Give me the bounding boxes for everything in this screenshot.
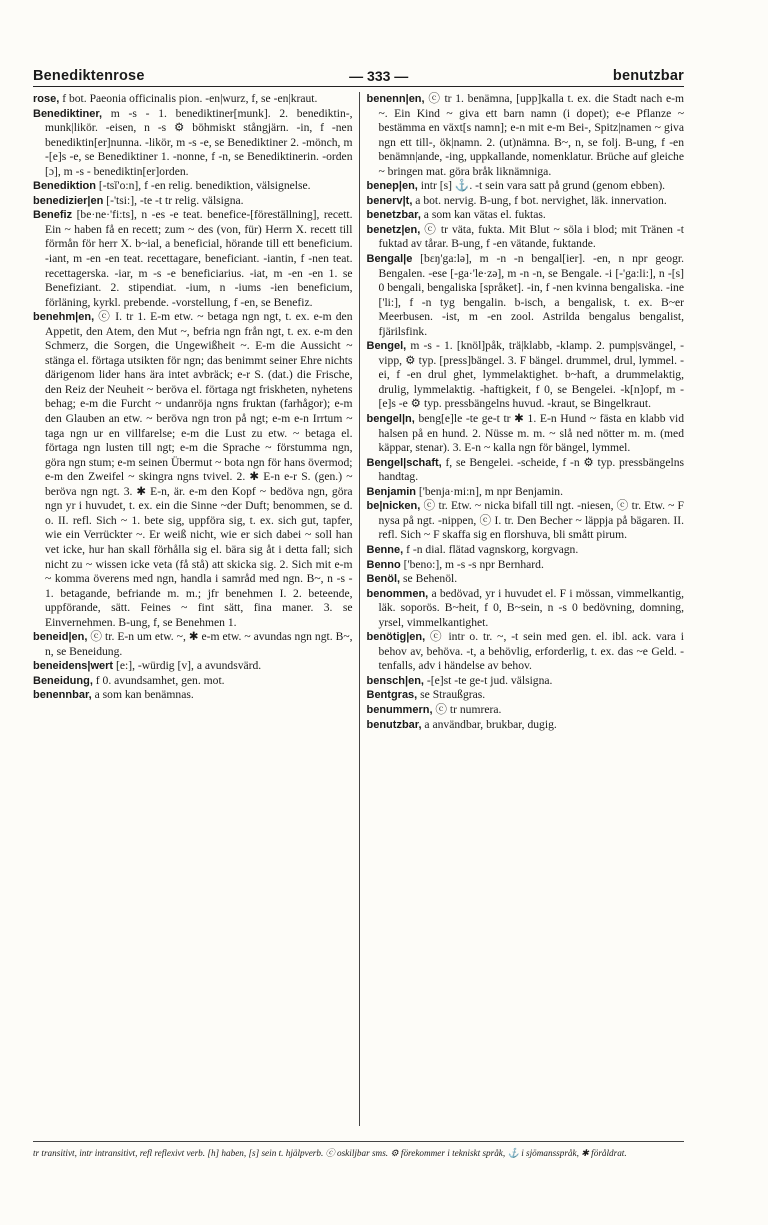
entry-headword: beneid|en, bbox=[33, 631, 88, 644]
entry-definition: -[e]st -te ge-t jud. välsigna. bbox=[423, 673, 553, 687]
entry-definition: ⓒ tr numrera. bbox=[432, 702, 502, 716]
entry-definition: [-'tsi:], -te -t tr relig. välsigna. bbox=[103, 193, 244, 207]
entry-headword: Benno bbox=[366, 558, 401, 571]
dictionary-entry bbox=[367, 688, 685, 703]
entry-definition: f, se Bengelei. -scheide, f -n ⚙ typ. pressbängelns handtag. bbox=[378, 455, 684, 484]
entry-definition: ⓒ intr o. tr. ~, -t sein med gen. el. ibl. ack. vara i behov av, behöva. -t, a behövlig, erforderlig, t. ex. das ~e Geld. -tenfalls, adv i händelse av behov. bbox=[378, 630, 684, 673]
dictionary-entry bbox=[367, 499, 685, 543]
dictionary-entry bbox=[367, 718, 685, 733]
entry-headword: benep|en, bbox=[366, 180, 418, 193]
entry-definition: [e:], -würdig [v], a avundsvärd. bbox=[113, 659, 262, 673]
entry-headword: benehm|en, bbox=[33, 311, 95, 324]
entry-definition: a som kan benämnas. bbox=[91, 688, 194, 702]
entry-headword: benenn|en, bbox=[366, 93, 425, 105]
dictionary-entry bbox=[367, 572, 685, 587]
dictionary-entry bbox=[367, 339, 685, 412]
entry-definition: a användbar, brukbar, dugig. bbox=[421, 717, 557, 731]
entry-definition: ⓒ tr 1. benämna, [upp]kalla t. ex. die Stadt nach e-m ~. Ein Kind ~ giva ett barn namn (i dopet); e-e Pflanze ~ bestämma en växt[s namn]; e-n mit e-m Bei-, Spitz|namen ~ giva ngn ett till-, ök|namn. 2. (ut)nämna. B~, n, se folj. B-ung, f -en benämn|ande, -ing, uppkallande, nomenklatur. Brüche auf gleiche ~ bringen mat. göra bråk liknämniga. bbox=[378, 92, 684, 178]
dictionary-entry bbox=[33, 688, 353, 703]
entry-headword: Benöl, bbox=[366, 573, 401, 586]
entry-definition: intr [s] ⚓. -t sein vara satt på grund (genom ebben). bbox=[417, 179, 666, 193]
dictionary-entry bbox=[367, 543, 685, 558]
entry-definition: ⓒ tr. Etw. ~ nicka bifall till ngt. -niesen, ⓒ tr. Etw. ~ F nysa på ngt. -nippen, ⓒ I. tr. Den Becher ~ läppja på bägaren. II. refl. Sich ~ F skaffa sig en florshuva, bli smått pirum. bbox=[378, 499, 684, 542]
entry-definition: f bot. Paeonia officinalis pion. -en|wurz, f, se -en|kraut. bbox=[59, 92, 318, 105]
entry-definition: [-tsĭ'o:n], f -en relig. benediktion, välsignelse. bbox=[95, 179, 311, 193]
entry-headword: benetzbar, bbox=[366, 209, 421, 222]
entry-definition: f -n dial. flätad vagnskorg, korgvagn. bbox=[403, 542, 579, 556]
entry-headword: benummern, bbox=[366, 703, 433, 716]
entry-definition: [be·ne·'fi:ts], n -es -e teat. benefice-[föreställning], recett. Ein ~ haben få en recett; zum ~ des (von, für) Herrn X. recett till förmån för herr X. b~ial, a beneficial, hörande till ett beneficium. -iant, m -en -en teat. recettagare, beneficiant. -iantin, f -nen teat. recettagerska. -iar, m -s -e beneficiarius. -iat, m -en -en 1. se Benefiziant. 2. stipendiat. -ium, n -iums -ien beneficium, förläning, kyrkl. prebende. -vorstellung, f -en, se Benefiz. bbox=[45, 208, 353, 309]
dictionary-entry bbox=[33, 194, 353, 209]
entry-headword: benötig|en, bbox=[366, 631, 426, 644]
entry-definition: a bedövad, yr i huvudet el. F i mössan, vimmelkantig, läk. soporös. B~heit, f 0, B~sein, n -s 0 bedövning, domning, yrsel, vimmelkantighet. bbox=[378, 586, 684, 629]
dictionary-entry bbox=[33, 208, 353, 310]
entry-definition: a bot. nervig. B-ung, f bot. nervighet, läk. innervation. bbox=[412, 193, 667, 207]
entry-definition: a som kan vätas el. fuktas. bbox=[420, 208, 546, 222]
entry-definition: ⓒ tr. E-n um etw. ~, ✱ e-m etw. ~ avundas ngn ngt. B~, n, se Beneidung. bbox=[45, 630, 353, 658]
entry-headword: Benediktion bbox=[33, 180, 96, 193]
dictionary-entry bbox=[367, 630, 685, 674]
dictionary-entry bbox=[367, 208, 685, 223]
entry-headword: be|nicken, bbox=[366, 500, 421, 513]
entry-definition: m -s - 1. [knöl]påk, trä|klabb, -klamp. 2. pump|svängel, -vipp, ⚙ typ. [press]bängel. 3. F bängel. drummel, drul, lymmel. -ei, f -en drul ghet, lymmelaktighet. b~haft, a drummelaktig, drulig, lymmelaktig. -haftigkeit, f 0, se Bengelei. -k[n]opf, m -[e]s -e ⚙ typ. pressbängelns huvud. -kraut, se Bingelkraut. bbox=[378, 339, 684, 411]
entry-headword: benutzbar, bbox=[366, 718, 422, 731]
entry-definition: [bɛŋ'ga:lə], m -n -n bengal[ier]. -en, n npr geogr. Bengalen. -ese [-ga·'le·zə], m -n -n, se Bengale. -i [-'ga:li:], n -[s] 0 bengali, bengaliska [språket]. -in, f -nen kvinna bengaliska. -ine ['li:], f -n tyg bengalin. b-isch, a bengalisk, t. ex. B~er Meerbusen. -ist, m -en zool. Astrilda bengalus bengalist, fjärilsfink. bbox=[378, 252, 684, 338]
entry-definition: m -s - 1. benediktiner[munk]. 2. benediktin-, munk|likör. -eisen, n -s ⚙ böhmiskt stångjärn. -in, f -nen benediktin[er]nunna. -likör, m -s -e, se Benediktiner 2. -mönch, m -[e]s -e, se Benediktiner 1. -nonne, f -n, se Benediktinerin. -orden [ɔ], m -s - benediktin[er]orden. bbox=[45, 106, 353, 178]
entry-headword: Benjamin bbox=[366, 485, 417, 498]
dictionary-entry bbox=[33, 179, 353, 194]
entry-headword: bensch|en, bbox=[366, 674, 424, 687]
dictionary-entry bbox=[33, 107, 353, 180]
entry-headword: Benefiz bbox=[33, 209, 73, 222]
entry-headword: Bengal|e bbox=[366, 253, 413, 266]
entry-headword: Beneidung, bbox=[33, 674, 93, 687]
entry-headword: benennbar, bbox=[33, 689, 92, 702]
running-header bbox=[33, 56, 684, 87]
dictionary-entry bbox=[367, 703, 685, 718]
page-number: — 333 — bbox=[349, 68, 409, 84]
entry-headword: Bengel, bbox=[366, 340, 407, 353]
dictionary-entry bbox=[367, 92, 685, 179]
dictionary-entry bbox=[367, 412, 685, 456]
dictionary-entry bbox=[367, 558, 685, 573]
header-left-guide-word: Benediktenrose bbox=[33, 68, 145, 84]
dictionary-entry bbox=[367, 223, 685, 252]
entry-definition: se Straußgras. bbox=[417, 688, 486, 702]
two-column-body bbox=[33, 92, 684, 1126]
right-column bbox=[359, 92, 685, 1126]
dictionary-entry bbox=[33, 659, 353, 674]
dictionary-entry bbox=[367, 456, 685, 485]
entry-headword: benommen, bbox=[366, 587, 429, 600]
entry-headword: benerv|t, bbox=[366, 194, 413, 207]
entry-definition: se Behenöl. bbox=[400, 572, 458, 586]
entry-headword: rose, bbox=[33, 93, 60, 105]
dictionary-entry bbox=[33, 92, 353, 107]
entry-definition: ['beno:], m -s -s npr Bernhard. bbox=[400, 557, 544, 571]
abbreviation-footer: tr transitivt, intr intransitivt, refl reflexivt verb. [h] haben, [s] sein t. hjälpverb. ⓒ oskiljbar sms. ⚙ förekommer i tekniskt språk, ⚓ i sjömansspråk, ✱ föråldrat. bbox=[33, 1141, 684, 1159]
left-column bbox=[33, 92, 359, 1126]
entry-headword: Bentgras, bbox=[366, 689, 418, 702]
entry-definition: ⓒ tr väta, fukta. Mit Blut ~ söla i blod; mit Tränen -t fuktad av tårar. B-ung, f -en vätande, fuktande. bbox=[378, 222, 684, 251]
entry-headword: beneidens|wert bbox=[33, 660, 114, 673]
dictionary-entry bbox=[33, 674, 353, 689]
entry-definition: f 0. avundsamhet, gen. mot. bbox=[92, 673, 225, 687]
dictionary-entry bbox=[367, 252, 685, 339]
entry-headword: Bengel|schaft, bbox=[366, 456, 442, 469]
entry-definition: beng[e]le -te ge-t tr ✱ 1. E-n Hund ~ fästa en klabb vid halsen på en hund. 2. Nüsse m. m. ~ slå ned nötter m. m. (med käppar, stenar). 3. E-n ~ kalla ngn för bängel, lymmel. bbox=[378, 412, 684, 455]
header-right-guide-word: benutzbar bbox=[612, 68, 684, 84]
entry-headword: bengel|n, bbox=[366, 413, 415, 426]
dictionary-entry bbox=[367, 587, 685, 631]
entry-headword: benedizier|en bbox=[33, 194, 104, 207]
entry-definition: ⓒ I. tr 1. E-m etw. ~ betaga ngn ngt, t. ex. e-m den Appetit, den Atem, den Mut ~, befria ngn från ngt, t. ex. e-m den Schmerz, die Sorgen, die Ungewißheit ~. E-m die Aussicht ~ stänga el. förtaga utsikten för ngn; das benimmt seiner Ehre nichts därigenom lider hans ära intet avbräck; e-r S. (dat.) die Frische, den Reiz der Neuheit ~ beröva el. förtaga ngt friskheten, nyhetens behag; e-m die Furcht ~ undanröja ngns fruktan (farhågor); e-m den Glauben an etw. ~ beröva ngn tron på ngt; e-m e-n Irrtum ~ taga ngn ur en villfarelse; e-m die Lust zu etw. ~ betaga el. förtaga ngn lusten till ngt; e-m die Sprache ~ förstumma ngn, göra ngn stum; e-m seinen Übermut ~ bota ngn för hans övermod; e-m den Zweifel ~ skingra ngns tvivel. 2. ✱ E-n e-r S. (gen.) ~ beröva ngn ngt. 3. ✱ E-n, är. e-m den Kopf ~ bedöva ngn, göra ngn yr i huvudet, t. ex. ein die Sinne ~der Duft; benommen, se d. o. II. refl. Sich ~ 1. bete sig, uppföra sig, t. ex. sich gut, tapfer, wie ein Verrückter ~. Er weiß nicht, wie er sich dabei ~ soll han vet icke, hur han skall förhålla sig el. bära sig åt i detta fall; sich nicht zu ~ wissen icke veta (få stå) att skicka sig. 2. Sich mit e-m ~ komma överens med ngn, handla i samråd med ngn. B~, n -s - 1. betagande, befriande m. m.; jfr benehmen I. 2. beteende, uppförande, sätt. Feines ~ fint sätt, fina maner. 3. se Einvernehmen. B-ung, f, se Benehmen 1. bbox=[45, 310, 353, 629]
entry-headword: Benne, bbox=[366, 543, 404, 556]
entry-definition: ['benja·mi:n], m npr Benjamin. bbox=[416, 484, 563, 498]
dictionary-entry bbox=[367, 674, 685, 689]
dictionary-entry bbox=[33, 310, 353, 630]
entry-headword: Benediktiner, bbox=[33, 107, 103, 120]
entry-headword: benetz|en, bbox=[366, 223, 421, 236]
dictionary-entry bbox=[33, 630, 353, 659]
dictionary-entry bbox=[367, 485, 685, 500]
dictionary-entry bbox=[367, 194, 685, 209]
dictionary-entry bbox=[367, 179, 685, 194]
